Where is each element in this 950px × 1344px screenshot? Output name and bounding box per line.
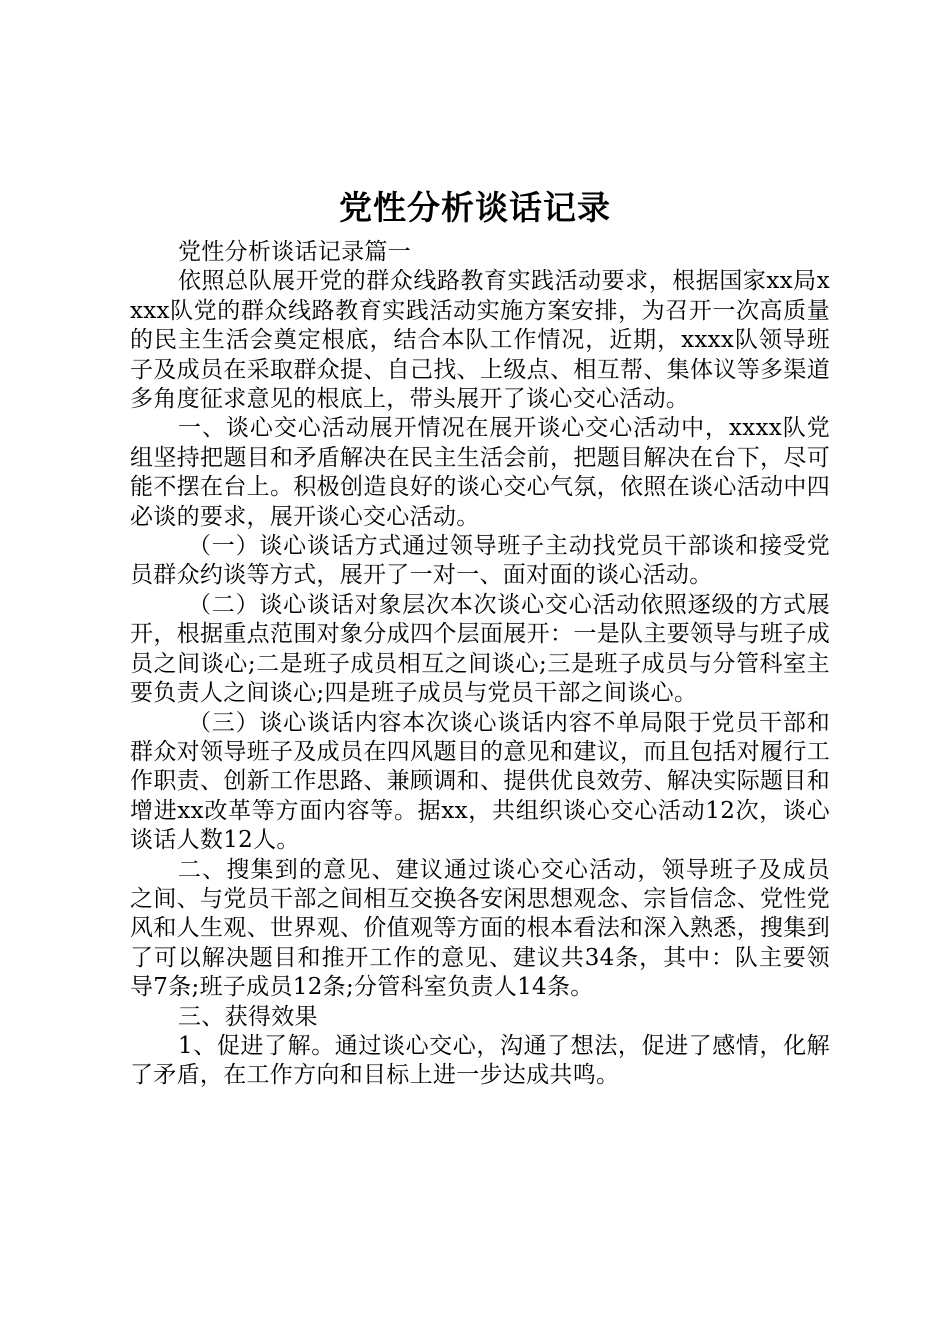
subsection-two-paragraph: （二）谈心谈话对象层次本次谈心交心活动依照逐级的方式展开，根据重点范围对象分成四个层面展开：一是队主要领导与班子成员之间谈心;二是班子成员相互之间谈心;三是班子成员与分管科室主要负责人之间谈心;四是班子成员与党员干部之间谈心。	[130, 591, 830, 707]
subsection-three-paragraph: （三）谈心谈话内容本次谈心谈话内容不单局限于党员干部和群众对领导班子及成员在四风题目的意见和建议，而且包括对履行工作职责、创新工作思路、兼顾调和、提供优良效劳、解决实际题目和增进xx改革等方面内容等。据xx，共组织谈心交心活动12次，谈心谈话人数12人。	[130, 709, 830, 854]
document-title: 党性分析谈话记录	[339, 188, 611, 227]
document-body	[130, 238, 830, 1091]
result-one-paragraph: 1、促进了解。通过谈心交心，沟通了想法，促进了感情，化解了矛盾，在工作方向和目标上进一步达成共鸣。	[130, 1032, 830, 1089]
subsection-one-paragraph: （一）谈心谈话方式通过领导班子主动找党员干部谈和接受党员群众约谈等方式，展开了一对一、面对面的谈心活动。	[130, 533, 830, 589]
intro-paragraph: 依照总队展开党的群众线路教育实践活动要求，根据国家xx局xxxx队党的群众线路教育实践活动实施方案安排，为召开一次高质量的民主生活会奠定根底，结合本队工作情况，近期，xxxx队领导班子及成员在采取群众提、自己找、上级点、相互帮、集体议等多渠道多角度征求意见的根底上，带头展开了谈心交心活动。	[130, 268, 830, 413]
section-three-heading: 三、获得效果	[178, 1003, 318, 1030]
section-subtitle: 党性分析谈话记录篇一	[178, 239, 411, 265]
section-one-paragraph: 一、谈心交心活动展开情况在展开谈心交心活动中，xxxx队党组坚持把题目和矛盾解决在民主生活会前，把题目解决在台下，尽可能不摆在台上。积极创造良好的谈心交心气氛，依照在谈心活动中四必谈的要求，展开谈心交心活动。	[130, 415, 830, 530]
section-two-paragraph: 二、搜集到的意见、建议通过谈心交心活动，领导班子及成员之间、与党员干部之间相互交换各安闲思想观念、宗旨信念、党性党风和人生观、世界观、价值观等方面的根本看法和深入熟悉，搜集到了可以解决题目和推开工作的意见、建议共34条，其中：队主要领导7条;班子成员12条;分管科室负责人14条。	[130, 856, 830, 1001]
